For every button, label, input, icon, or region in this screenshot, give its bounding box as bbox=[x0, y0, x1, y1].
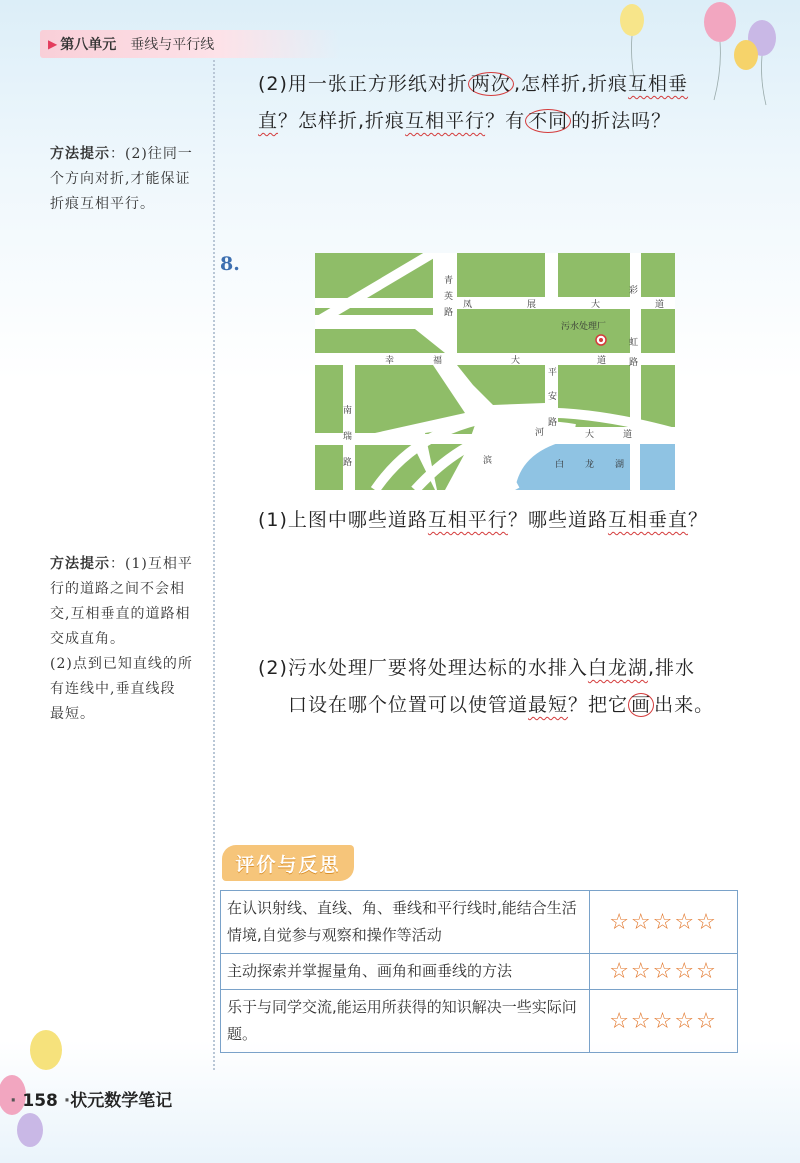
method-hint-1: 方法提示：(2)往同一 个方向对折,才能保证 折痕互相平行。 bbox=[50, 146, 193, 212]
triangle-icon: ▶ bbox=[48, 37, 58, 51]
unit-label: 第八单元 bbox=[60, 37, 117, 53]
map-label-xingfu-3: 道 bbox=[597, 355, 607, 365]
map-label-xingfu-0: 幸 bbox=[385, 355, 395, 365]
map-label-fengzhan-1: 展 bbox=[527, 299, 537, 309]
map-label-fengzhan-3: 道 bbox=[655, 299, 665, 309]
map-label-caihong-2: 路 bbox=[629, 357, 639, 367]
map-label-caihong-1: 虹 bbox=[629, 337, 639, 347]
unit-header bbox=[40, 30, 340, 58]
map-label-binhe-0: 滨 bbox=[483, 455, 493, 465]
map-label-nanrui-1: 瑞 bbox=[343, 431, 353, 441]
map-label-pingan-2: 路 bbox=[548, 417, 558, 427]
map-label-binhe-2: 大 bbox=[585, 429, 595, 439]
map-label-lake-2: 湖 bbox=[615, 459, 625, 469]
eval-criterion: 乐于与同学交流,能运用所获得的知识解决一些实际问题。 bbox=[221, 990, 590, 1053]
page-footer: · 158 ·状元数学笔记 bbox=[10, 1091, 173, 1111]
table-row bbox=[221, 954, 738, 990]
q7-part2-line1: (2)用一张正方形纸对折 两次 ,怎样折,折痕互相垂 bbox=[258, 73, 689, 95]
star-rating[interactable]: ☆☆☆☆☆ bbox=[590, 891, 738, 954]
map-label-fengzhan-2: 大 bbox=[591, 299, 601, 309]
map-label-xingfu-1: 福 bbox=[433, 355, 443, 365]
map-label-qingying-0: 青 bbox=[444, 275, 454, 285]
map-label-binhe-1: 河 bbox=[535, 427, 545, 437]
q7-part2-line2: 直？怎样折,折痕互相平行？有 不同 的折法吗？ bbox=[258, 110, 672, 132]
map-label-nanrui-2: 路 bbox=[343, 457, 353, 467]
map-label-nanrui-0: 南 bbox=[343, 405, 353, 415]
q7-part2 bbox=[258, 66, 688, 140]
q8-part2-line2: 口设在哪个位置可以使管道最短？把它 画 出来。 bbox=[288, 694, 715, 716]
star-rating[interactable]: ☆☆☆☆☆ bbox=[590, 990, 738, 1053]
book-title: 状元数学笔记 bbox=[70, 1091, 173, 1111]
map-label-xingfu-2: 大 bbox=[511, 355, 521, 365]
margin-divider bbox=[213, 60, 215, 1070]
street-map bbox=[315, 253, 675, 490]
map-label-binhe-3: 道 bbox=[623, 429, 633, 439]
eval-criterion: 在认识射线、直线、角、垂线和平行线时,能结合生活情境,自觉参与观察和操作等活动 bbox=[221, 891, 590, 954]
method-hint-2: 方法提示：(1)互相平 行的道路之间不会相 交,互相垂直的道路相 交成直角。 (2)点到已知直线的所 有连线中,垂直线段 最短。 bbox=[50, 556, 193, 722]
map-label-plant: 污水处理厂 bbox=[561, 321, 607, 331]
unit-topic: 垂线与平行线 bbox=[130, 37, 215, 53]
table-row bbox=[221, 990, 738, 1053]
map-label-lake-1: 龙 bbox=[585, 459, 595, 469]
table-row bbox=[221, 891, 738, 954]
eval-criterion: 主动探索并掌握量角、画角和画垂线的方法 bbox=[221, 954, 590, 990]
map-label-fengzhan-0: 凤 bbox=[463, 299, 473, 309]
map-label-qingying-1: 英 bbox=[444, 291, 454, 301]
map-label-qingying-2: 路 bbox=[444, 307, 454, 317]
q8-number: 8. bbox=[220, 253, 240, 275]
evaluation-title: 评价与反思 bbox=[222, 845, 354, 881]
map-label-pingan-1: 安 bbox=[548, 391, 558, 401]
q8-part2 bbox=[258, 650, 714, 724]
map-label-caihong-0: 彩 bbox=[629, 285, 639, 295]
map-label-pingan-0: 平 bbox=[548, 367, 558, 377]
page-number: 158 bbox=[22, 1091, 58, 1111]
evaluation-table bbox=[220, 890, 738, 1053]
q8-part2-line1: (2)污水处理厂要将处理达标的水排入白龙湖,排水 bbox=[258, 657, 695, 679]
star-rating[interactable]: ☆☆☆☆☆ bbox=[590, 954, 738, 990]
map-label-lake-0: 白 bbox=[555, 459, 565, 469]
q8-part1: (1)上图中哪些道路互相平行？哪些道路互相垂直？ bbox=[258, 509, 708, 531]
